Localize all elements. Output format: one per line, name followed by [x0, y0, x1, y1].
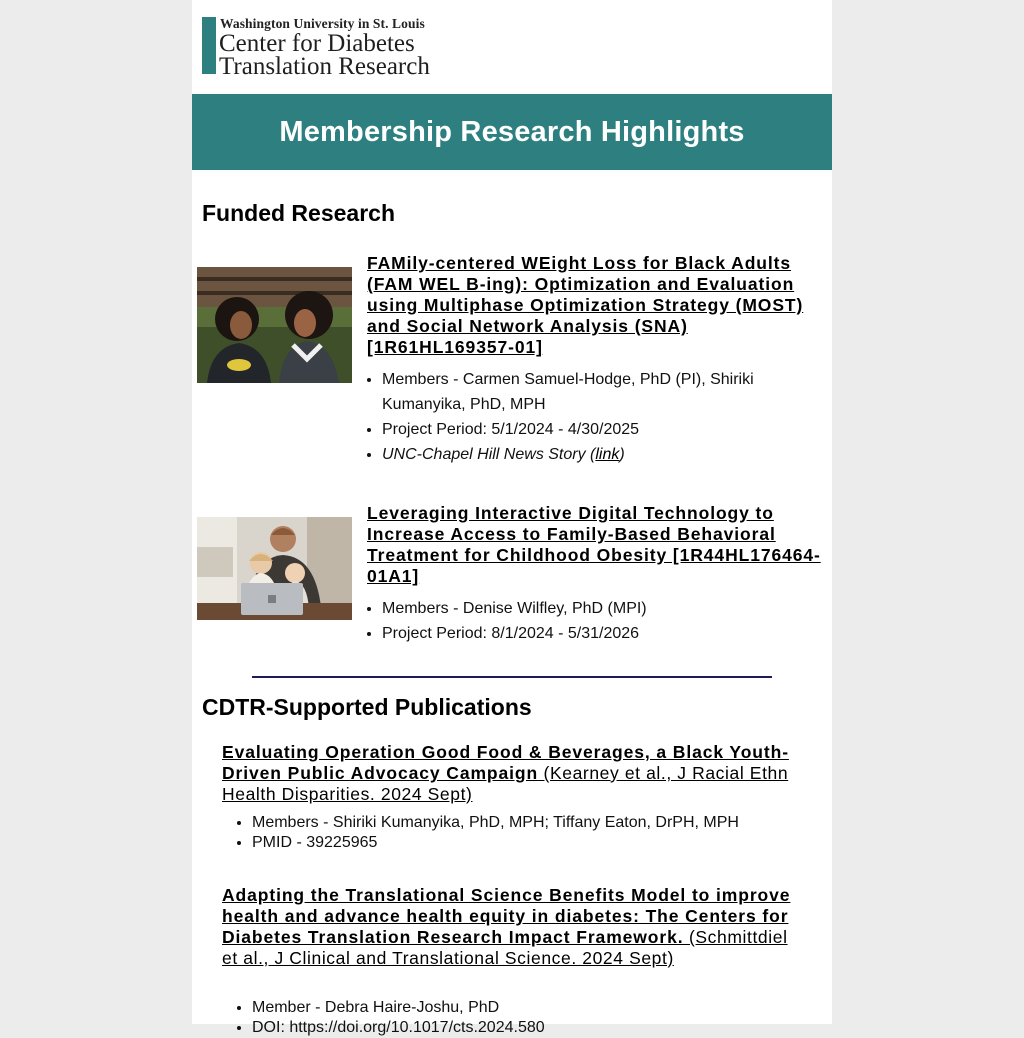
news-story-link[interactable]: link: [595, 446, 620, 463]
publication-details-2: [222, 998, 822, 1038]
publications-heading: CDTR-Supported Publications: [202, 694, 532, 720]
research-period-1: • Project Period: 5/1/2024 - 4/30/2025: [382, 417, 832, 442]
publication-2[interactable]: [222, 885, 797, 969]
section-divider: [252, 676, 772, 678]
research-details-1: [367, 367, 832, 467]
publication-id-1: • PMID - 39225965: [252, 833, 822, 853]
research-photo-1: [197, 267, 352, 383]
publication-id-2: • DOI: https://doi.org/10.1017/cts.2024.580: [252, 1018, 822, 1038]
newsletter-page: [192, 0, 832, 1036]
banner-title: Membership Research Highlights: [279, 115, 745, 148]
story-prefix: UNC-Chapel Hill News Story (: [382, 446, 596, 463]
research-title-2[interactable]: Leveraging Interactive Digital Technology to Increase Access to Family-Based Behavioral Treatment for Childhood Obesity [1R44HL176464-01A1]: [367, 503, 821, 586]
publication-citation-2[interactable]: (Schmittdiel et al., J Clinical and Translational Science. 2024 Sept): [222, 927, 788, 968]
research-members-2: • Members - Denise Wilfley, PhD (MPI): [382, 596, 832, 621]
cdtr-logo[interactable]: [202, 16, 462, 78]
publication-members-1: • Members - Shiriki Kumanyika, PhD, MPH; Tiffany Eaton, DrPH, MPH: [252, 813, 822, 833]
research-title-1[interactable]: FAMily-centered WEight Loss for Black Adults (FAM WEL B-ing): Optimization and Evaluation using Multiphase Optimization Strategy (MOST) and Social Network Analysis (SNA) [1R61HL169357-01]: [367, 253, 804, 357]
publication-citation-1[interactable]: (Kearney et al., J Racial Ethn Health Disparities. 2024 Sept): [222, 763, 789, 804]
title-banner: [192, 94, 832, 170]
story-suffix: ): [619, 446, 625, 463]
photo-family-laptop-illustration: [197, 517, 352, 620]
research-members-1: • Members - Carmen Samuel-Hodge, PhD (PI), Shiriki Kumanyika, PhD, MPH: [382, 367, 832, 417]
logo-org-line-1: Center for Diabetes: [219, 30, 415, 57]
research-photo-2: [197, 517, 352, 620]
funded-research-heading: Funded Research: [202, 200, 395, 226]
research-period-2: • Project Period: 8/1/2024 - 5/31/2026: [382, 621, 832, 646]
publication-title-1[interactable]: Evaluating Operation Good Food & Beverages, a Black Youth-Driven Public Advocacy Campaign: [222, 742, 789, 783]
publication-members-2: • Member - Debra Haire-Joshu, PhD: [252, 998, 822, 1018]
logo-university: Washington University in St. Louis: [220, 16, 425, 31]
publication-title-2[interactable]: Adapting the Translational Science Benefits Model to improve health and advance health equity in diabetes: The Centers for Diabetes Translation Research Impact Framework.: [222, 885, 791, 947]
logo-org-line-2: Translation Research: [219, 53, 430, 80]
publication-1[interactable]: [222, 742, 797, 805]
publication-details-1: [222, 813, 822, 853]
research-details-2: [367, 596, 832, 646]
research-story-1: [382, 442, 832, 467]
photo-two-people-illustration: [197, 267, 352, 383]
logo-accent-bar: [202, 17, 216, 74]
